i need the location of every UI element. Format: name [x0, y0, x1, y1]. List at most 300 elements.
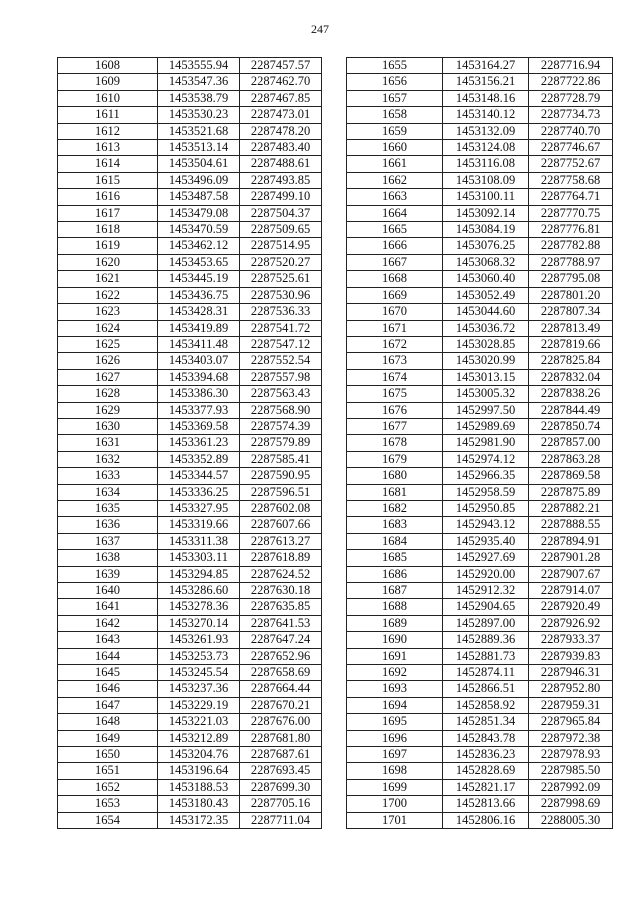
table-row: [347, 500, 613, 516]
x-coordinate-cell: 1453336.25: [158, 484, 240, 500]
point-number-cell: 1683: [347, 517, 443, 533]
y-coordinate-cell: 2287746.67: [529, 140, 613, 156]
x-coordinate-cell: 1453140.12: [443, 107, 529, 123]
x-coordinate-cell: 1453445.19: [158, 271, 240, 287]
y-coordinate-cell: 2287776.81: [529, 222, 613, 238]
y-coordinate-cell: 2287740.70: [529, 123, 613, 139]
table-row: [347, 451, 613, 467]
x-coordinate-cell: 1453005.32: [443, 386, 529, 402]
table-row: [347, 271, 613, 287]
x-coordinate-cell: 1453245.54: [158, 665, 240, 681]
y-coordinate-cell: 2287568.90: [240, 402, 322, 418]
y-coordinate-cell: 2287985.50: [529, 763, 613, 779]
point-number-cell: 1686: [347, 566, 443, 582]
x-coordinate-cell: 1452912.32: [443, 583, 529, 599]
table-row: [347, 205, 613, 221]
y-coordinate-cell: 2287825.84: [529, 353, 613, 369]
x-coordinate-cell: 1453530.23: [158, 107, 240, 123]
point-number-cell: 1669: [347, 287, 443, 303]
table-row: [347, 189, 613, 205]
table-row: [347, 320, 613, 336]
y-coordinate-cell: 2287734.73: [529, 107, 613, 123]
x-coordinate-cell: 1453076.25: [443, 238, 529, 254]
point-number-cell: 1639: [58, 566, 158, 582]
y-coordinate-cell: 2287770.75: [529, 205, 613, 221]
point-number-cell: 1684: [347, 533, 443, 549]
x-coordinate-cell: 1452858.92: [443, 697, 529, 713]
table-row: [347, 812, 613, 828]
point-number-cell: 1672: [347, 336, 443, 352]
point-number-cell: 1681: [347, 484, 443, 500]
table-row: [58, 353, 322, 369]
table-row: [58, 369, 322, 385]
point-number-cell: 1662: [347, 172, 443, 188]
x-coordinate-cell: 1453462.12: [158, 238, 240, 254]
y-coordinate-cell: 2287850.74: [529, 418, 613, 434]
table-row: [58, 172, 322, 188]
x-coordinate-cell: 1453188.53: [158, 779, 240, 795]
point-number-cell: 1693: [347, 681, 443, 697]
y-coordinate-cell: 2287457.57: [240, 58, 322, 74]
x-coordinate-cell: 1453521.68: [158, 123, 240, 139]
point-number-cell: 1680: [347, 468, 443, 484]
point-number-cell: 1632: [58, 451, 158, 467]
table-row: [347, 484, 613, 500]
x-coordinate-cell: 1453164.27: [443, 58, 529, 74]
x-coordinate-cell: 1453547.36: [158, 74, 240, 90]
coordinates-table-right: [346, 57, 613, 829]
table-row: [347, 599, 613, 615]
table-row: [58, 402, 322, 418]
table-row: [347, 123, 613, 139]
y-coordinate-cell: 2287602.08: [240, 500, 322, 516]
y-coordinate-cell: 2287764.71: [529, 189, 613, 205]
y-coordinate-cell: 2287728.79: [529, 90, 613, 106]
x-coordinate-cell: 1453204.76: [158, 747, 240, 763]
point-number-cell: 1642: [58, 615, 158, 631]
table-row: [347, 533, 613, 549]
y-coordinate-cell: 2287635.85: [240, 599, 322, 615]
table-row: [58, 763, 322, 779]
point-number-cell: 1651: [58, 763, 158, 779]
x-coordinate-cell: 1452997.50: [443, 402, 529, 418]
table-row: [347, 353, 613, 369]
point-number-cell: 1660: [347, 140, 443, 156]
point-number-cell: 1696: [347, 730, 443, 746]
x-coordinate-cell: 1452874.11: [443, 665, 529, 681]
y-coordinate-cell: 2287574.39: [240, 418, 322, 434]
y-coordinate-cell: 2287959.31: [529, 697, 613, 713]
x-coordinate-cell: 1453369.58: [158, 418, 240, 434]
y-coordinate-cell: 2287647.24: [240, 632, 322, 648]
table-row: [58, 500, 322, 516]
table-row: [347, 779, 613, 795]
table-row: [58, 779, 322, 795]
y-coordinate-cell: 2287693.45: [240, 763, 322, 779]
y-coordinate-cell: 2287488.61: [240, 156, 322, 172]
x-coordinate-cell: 1453124.08: [443, 140, 529, 156]
table-row: [347, 697, 613, 713]
table-row: [58, 812, 322, 828]
table-row: [347, 796, 613, 812]
x-coordinate-cell: 1453487.58: [158, 189, 240, 205]
x-coordinate-cell: 1452836.23: [443, 747, 529, 763]
table-row: [347, 304, 613, 320]
x-coordinate-cell: 1453108.09: [443, 172, 529, 188]
table-row: [347, 714, 613, 730]
point-number-cell: 1682: [347, 500, 443, 516]
y-coordinate-cell: 2287711.04: [240, 812, 322, 828]
table-body-left: [58, 58, 322, 829]
point-number-cell: 1616: [58, 189, 158, 205]
point-number-cell: 1613: [58, 140, 158, 156]
y-coordinate-cell: 2287630.18: [240, 583, 322, 599]
y-coordinate-cell: 2287676.00: [240, 714, 322, 730]
y-coordinate-cell: 2287687.61: [240, 747, 322, 763]
table-row: [58, 123, 322, 139]
table-row: [58, 386, 322, 402]
x-coordinate-cell: 1452920.00: [443, 566, 529, 582]
table-row: [347, 747, 613, 763]
point-number-cell: 1649: [58, 730, 158, 746]
point-number-cell: 1638: [58, 550, 158, 566]
y-coordinate-cell: 2287788.97: [529, 254, 613, 270]
table-row: [347, 730, 613, 746]
point-number-cell: 1677: [347, 418, 443, 434]
table-row: [58, 632, 322, 648]
y-coordinate-cell: 2287907.67: [529, 566, 613, 582]
point-number-cell: 1687: [347, 583, 443, 599]
y-coordinate-cell: 2287992.09: [529, 779, 613, 795]
table-row: [347, 418, 613, 434]
y-coordinate-cell: 2287483.40: [240, 140, 322, 156]
y-coordinate-cell: 2287946.31: [529, 665, 613, 681]
table-row: [58, 681, 322, 697]
x-coordinate-cell: 1453092.14: [443, 205, 529, 221]
y-coordinate-cell: 2287499.10: [240, 189, 322, 205]
x-coordinate-cell: 1453036.72: [443, 320, 529, 336]
table-row: [58, 615, 322, 631]
x-coordinate-cell: 1452989.69: [443, 418, 529, 434]
table-row: [58, 156, 322, 172]
y-coordinate-cell: 2287579.89: [240, 435, 322, 451]
table-row: [347, 435, 613, 451]
table-row: [347, 550, 613, 566]
table-row: [347, 254, 613, 270]
table-row: [347, 566, 613, 582]
x-coordinate-cell: 1453278.36: [158, 599, 240, 615]
point-number-cell: 1624: [58, 320, 158, 336]
point-number-cell: 1664: [347, 205, 443, 221]
table-row: [347, 386, 613, 402]
y-coordinate-cell: 2287965.84: [529, 714, 613, 730]
y-coordinate-cell: 2287652.96: [240, 648, 322, 664]
y-coordinate-cell: 2287926.92: [529, 615, 613, 631]
table-row: [347, 648, 613, 664]
x-coordinate-cell: 1452828.69: [443, 763, 529, 779]
y-coordinate-cell: 2287894.91: [529, 533, 613, 549]
table-row: [58, 254, 322, 270]
table-row: [58, 189, 322, 205]
point-number-cell: 1698: [347, 763, 443, 779]
x-coordinate-cell: 1453148.16: [443, 90, 529, 106]
table-row: [347, 74, 613, 90]
x-coordinate-cell: 1453479.08: [158, 205, 240, 221]
table-row: [347, 763, 613, 779]
x-coordinate-cell: 1453253.73: [158, 648, 240, 664]
point-number-cell: 1611: [58, 107, 158, 123]
point-number-cell: 1658: [347, 107, 443, 123]
x-coordinate-cell: 1453555.94: [158, 58, 240, 74]
table-row: [58, 418, 322, 434]
y-coordinate-cell: 2287752.67: [529, 156, 613, 172]
y-coordinate-cell: 2287520.27: [240, 254, 322, 270]
y-coordinate-cell: 2287504.37: [240, 205, 322, 221]
table-row: [347, 681, 613, 697]
x-coordinate-cell: 1453411.48: [158, 336, 240, 352]
point-number-cell: 1671: [347, 320, 443, 336]
point-number-cell: 1657: [347, 90, 443, 106]
table-row: [58, 451, 322, 467]
point-number-cell: 1679: [347, 451, 443, 467]
point-number-cell: 1694: [347, 697, 443, 713]
point-number-cell: 1666: [347, 238, 443, 254]
y-coordinate-cell: 2287952.80: [529, 681, 613, 697]
table-row: [58, 336, 322, 352]
x-coordinate-cell: 1453044.60: [443, 304, 529, 320]
table-row: [58, 205, 322, 221]
point-number-cell: 1615: [58, 172, 158, 188]
y-coordinate-cell: 2287920.49: [529, 599, 613, 615]
y-coordinate-cell: 2287525.61: [240, 271, 322, 287]
table-row: [58, 304, 322, 320]
y-coordinate-cell: 2287857.00: [529, 435, 613, 451]
y-coordinate-cell: 2287613.27: [240, 533, 322, 549]
table-row: [347, 140, 613, 156]
point-number-cell: 1674: [347, 369, 443, 385]
point-number-cell: 1656: [347, 74, 443, 90]
point-number-cell: 1678: [347, 435, 443, 451]
coordinates-table-left: [57, 57, 322, 829]
point-number-cell: 1665: [347, 222, 443, 238]
table-row: [347, 517, 613, 533]
y-coordinate-cell: 2287552.54: [240, 353, 322, 369]
point-number-cell: 1644: [58, 648, 158, 664]
table-row: [58, 517, 322, 533]
x-coordinate-cell: 1453237.36: [158, 681, 240, 697]
x-coordinate-cell: 1453100.11: [443, 189, 529, 205]
y-coordinate-cell: 2287509.65: [240, 222, 322, 238]
point-number-cell: 1689: [347, 615, 443, 631]
point-number-cell: 1609: [58, 74, 158, 90]
table-row: [58, 222, 322, 238]
x-coordinate-cell: 1453504.61: [158, 156, 240, 172]
x-coordinate-cell: 1453470.59: [158, 222, 240, 238]
x-coordinate-cell: 1453116.08: [443, 156, 529, 172]
point-number-cell: 1636: [58, 517, 158, 533]
x-coordinate-cell: 1453303.11: [158, 550, 240, 566]
table-row: [347, 583, 613, 599]
x-coordinate-cell: 1453513.14: [158, 140, 240, 156]
x-coordinate-cell: 1452927.69: [443, 550, 529, 566]
point-number-cell: 1645: [58, 665, 158, 681]
x-coordinate-cell: 1453286.60: [158, 583, 240, 599]
point-number-cell: 1622: [58, 287, 158, 303]
point-number-cell: 1697: [347, 747, 443, 763]
x-coordinate-cell: 1453028.85: [443, 336, 529, 352]
table-row: [347, 632, 613, 648]
point-number-cell: 1655: [347, 58, 443, 74]
x-coordinate-cell: 1453394.68: [158, 369, 240, 385]
x-coordinate-cell: 1453196.64: [158, 763, 240, 779]
point-number-cell: 1667: [347, 254, 443, 270]
table-row: [58, 90, 322, 106]
x-coordinate-cell: 1452904.65: [443, 599, 529, 615]
y-coordinate-cell: 2287547.12: [240, 336, 322, 352]
x-coordinate-cell: 1453386.30: [158, 386, 240, 402]
y-coordinate-cell: 2287607.66: [240, 517, 322, 533]
table-row: [58, 583, 322, 599]
y-coordinate-cell: 2287801.20: [529, 287, 613, 303]
table-row: [58, 796, 322, 812]
x-coordinate-cell: 1453261.93: [158, 632, 240, 648]
y-coordinate-cell: 2287838.26: [529, 386, 613, 402]
y-coordinate-cell: 2287844.49: [529, 402, 613, 418]
y-coordinate-cell: 2287978.93: [529, 747, 613, 763]
y-coordinate-cell: 2287813.49: [529, 320, 613, 336]
point-number-cell: 1621: [58, 271, 158, 287]
point-number-cell: 1670: [347, 304, 443, 320]
y-coordinate-cell: 2287875.89: [529, 484, 613, 500]
x-coordinate-cell: 1453496.09: [158, 172, 240, 188]
point-number-cell: 1653: [58, 796, 158, 812]
table-row: [58, 648, 322, 664]
table-row: [347, 172, 613, 188]
point-number-cell: 1690: [347, 632, 443, 648]
y-coordinate-cell: 2287467.85: [240, 90, 322, 106]
table-body-right: [347, 58, 613, 829]
point-number-cell: 1650: [58, 747, 158, 763]
x-coordinate-cell: 1453132.09: [443, 123, 529, 139]
point-number-cell: 1654: [58, 812, 158, 828]
table-row: [58, 74, 322, 90]
table-row: [58, 484, 322, 500]
x-coordinate-cell: 1452889.36: [443, 632, 529, 648]
y-coordinate-cell: 2287664.44: [240, 681, 322, 697]
table-row: [58, 435, 322, 451]
table-row: [347, 468, 613, 484]
y-coordinate-cell: 2288005.30: [529, 812, 613, 828]
table-row: [58, 140, 322, 156]
x-coordinate-cell: 1453419.89: [158, 320, 240, 336]
x-coordinate-cell: 1452943.12: [443, 517, 529, 533]
point-number-cell: 1647: [58, 697, 158, 713]
x-coordinate-cell: 1453361.23: [158, 435, 240, 451]
table-row: [58, 599, 322, 615]
y-coordinate-cell: 2287473.01: [240, 107, 322, 123]
x-coordinate-cell: 1452881.73: [443, 648, 529, 664]
x-coordinate-cell: 1452974.12: [443, 451, 529, 467]
x-coordinate-cell: 1452821.17: [443, 779, 529, 795]
y-coordinate-cell: 2287863.28: [529, 451, 613, 467]
x-coordinate-cell: 1452950.85: [443, 500, 529, 516]
point-number-cell: 1629: [58, 402, 158, 418]
point-number-cell: 1643: [58, 632, 158, 648]
y-coordinate-cell: 2287478.20: [240, 123, 322, 139]
point-number-cell: 1614: [58, 156, 158, 172]
table-row: [58, 468, 322, 484]
point-number-cell: 1625: [58, 336, 158, 352]
x-coordinate-cell: 1453344.57: [158, 468, 240, 484]
y-coordinate-cell: 2287869.58: [529, 468, 613, 484]
point-number-cell: 1628: [58, 386, 158, 402]
y-coordinate-cell: 2287557.98: [240, 369, 322, 385]
point-number-cell: 1631: [58, 435, 158, 451]
x-coordinate-cell: 1452958.59: [443, 484, 529, 500]
table-row: [347, 336, 613, 352]
point-number-cell: 1692: [347, 665, 443, 681]
table-row: [58, 58, 322, 74]
x-coordinate-cell: 1453327.95: [158, 500, 240, 516]
y-coordinate-cell: 2287681.80: [240, 730, 322, 746]
x-coordinate-cell: 1453221.03: [158, 714, 240, 730]
table-row: [347, 90, 613, 106]
x-coordinate-cell: 1452866.51: [443, 681, 529, 697]
point-number-cell: 1701: [347, 812, 443, 828]
table-row: [347, 58, 613, 74]
x-coordinate-cell: 1453013.15: [443, 369, 529, 385]
y-coordinate-cell: 2287782.88: [529, 238, 613, 254]
x-coordinate-cell: 1452813.66: [443, 796, 529, 812]
x-coordinate-cell: 1453156.21: [443, 74, 529, 90]
x-coordinate-cell: 1453453.65: [158, 254, 240, 270]
table-row: [58, 550, 322, 566]
table-row: [347, 615, 613, 631]
table-row: [58, 320, 322, 336]
y-coordinate-cell: 2287807.34: [529, 304, 613, 320]
point-number-cell: 1619: [58, 238, 158, 254]
x-coordinate-cell: 1453172.35: [158, 812, 240, 828]
point-number-cell: 1668: [347, 271, 443, 287]
point-number-cell: 1676: [347, 402, 443, 418]
point-number-cell: 1700: [347, 796, 443, 812]
point-number-cell: 1691: [347, 648, 443, 664]
table-row: [58, 730, 322, 746]
x-coordinate-cell: 1452935.40: [443, 533, 529, 549]
y-coordinate-cell: 2287624.52: [240, 566, 322, 582]
table-row: [347, 287, 613, 303]
x-coordinate-cell: 1453428.31: [158, 304, 240, 320]
table-row: [58, 566, 322, 582]
y-coordinate-cell: 2287530.96: [240, 287, 322, 303]
y-coordinate-cell: 2287914.07: [529, 583, 613, 599]
point-number-cell: 1608: [58, 58, 158, 74]
point-number-cell: 1623: [58, 304, 158, 320]
point-number-cell: 1630: [58, 418, 158, 434]
point-number-cell: 1627: [58, 369, 158, 385]
table-row: [347, 369, 613, 385]
point-number-cell: 1661: [347, 156, 443, 172]
point-number-cell: 1626: [58, 353, 158, 369]
x-coordinate-cell: 1453084.19: [443, 222, 529, 238]
y-coordinate-cell: 2287541.72: [240, 320, 322, 336]
x-coordinate-cell: 1453311.38: [158, 533, 240, 549]
x-coordinate-cell: 1453377.93: [158, 402, 240, 418]
point-number-cell: 1675: [347, 386, 443, 402]
x-coordinate-cell: 1452843.78: [443, 730, 529, 746]
x-coordinate-cell: 1453538.79: [158, 90, 240, 106]
x-coordinate-cell: 1452981.90: [443, 435, 529, 451]
